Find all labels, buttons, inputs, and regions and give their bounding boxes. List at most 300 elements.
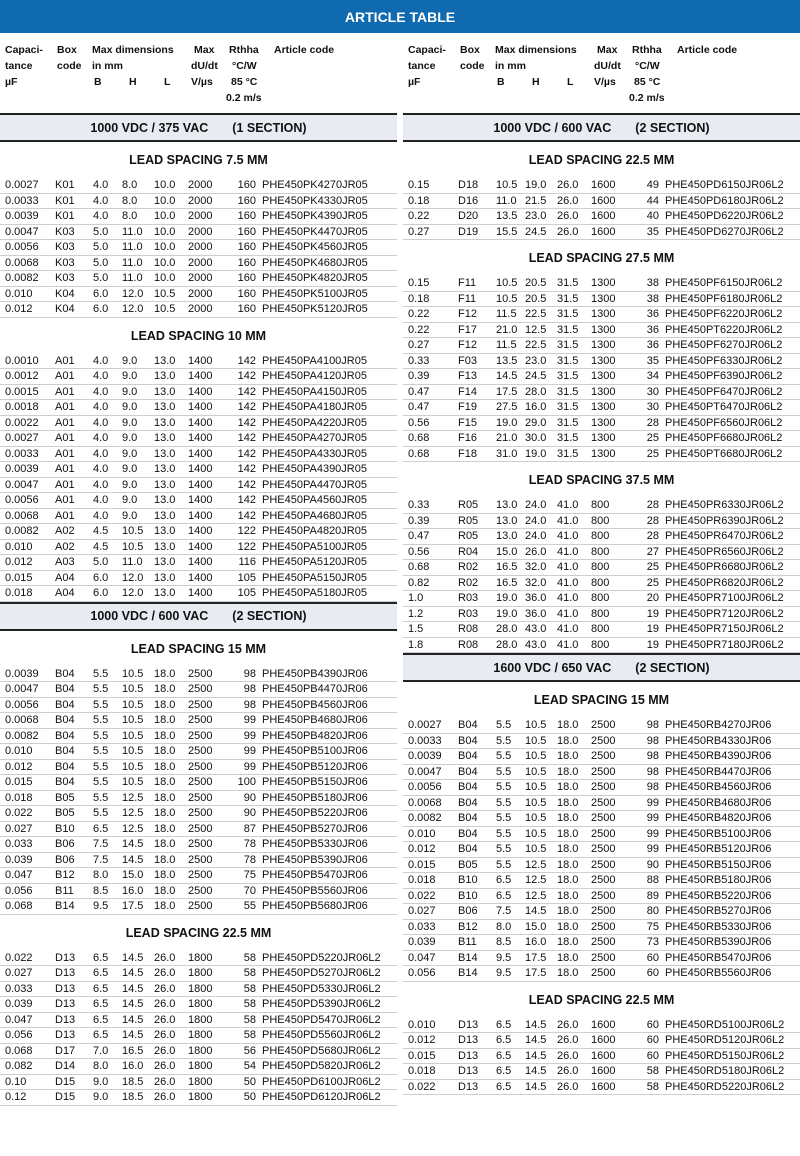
capacitance-cell: 0.033 <box>408 920 436 933</box>
box-code-cell: D13 <box>458 1049 479 1062</box>
dim-b-cell: 8.0 <box>496 920 512 933</box>
article-code-cell: PHE450PA4120JR05 <box>262 370 367 382</box>
dim-h-cell: 15.0 <box>122 869 144 881</box>
article-code-cell: PHE450PD6150JR06L2 <box>665 179 784 191</box>
table-row <box>403 591 800 607</box>
box-code-cell: K01 <box>55 210 75 222</box>
table-row <box>0 302 397 318</box>
box-code-cell: B04 <box>458 750 478 762</box>
dim-l-cell: 41.0 <box>557 545 579 558</box>
dudt-cell: 1400 <box>188 494 213 506</box>
box-code-cell: D13 <box>458 1065 479 1077</box>
dim-h-cell: 14.5 <box>525 1049 547 1062</box>
dudt-cell: 1800 <box>188 998 213 1010</box>
rthha-cell: 99 <box>646 812 659 824</box>
dim-b-cell: 5.5 <box>496 719 512 731</box>
rthha-cell: 90 <box>243 791 256 804</box>
dim-b-cell: 6.5 <box>93 998 109 1010</box>
dim-l-cell: 18.0 <box>154 869 176 881</box>
rthha-cell: 19 <box>646 607 659 620</box>
table-row <box>0 555 397 571</box>
table-row <box>403 765 800 781</box>
dim-h-cell: 24.0 <box>525 499 547 511</box>
dim-b-cell: 8.5 <box>93 884 109 897</box>
section-count: (2 SECTION) <box>232 609 307 623</box>
dudt-cell: 2500 <box>188 745 213 757</box>
table-row <box>403 718 800 734</box>
capacitance-cell: 0.0068 <box>5 509 39 522</box>
left-column <box>0 33 397 1106</box>
dim-l-cell: 13.0 <box>154 447 176 460</box>
article-code-cell: PHE450PA4330JR05 <box>262 447 367 460</box>
article-code-cell: PHE450PF6680JR06L2 <box>665 432 783 444</box>
dim-b-cell: 6.5 <box>93 982 109 995</box>
dim-h-cell: 16.0 <box>525 401 547 413</box>
dudt-cell: 1300 <box>591 370 616 382</box>
rthha-cell: 58 <box>243 967 256 979</box>
dudt-cell: 1600 <box>591 1034 616 1046</box>
dim-l-cell: 13.0 <box>154 494 176 506</box>
rthha-cell: 105 <box>237 571 256 584</box>
dim-b-cell: 10.5 <box>496 292 518 305</box>
dim-l-cell: 13.0 <box>154 571 176 584</box>
table-row <box>0 447 397 463</box>
rthha-cell: 142 <box>237 478 256 491</box>
dim-b-cell: 13.5 <box>496 210 518 222</box>
dim-h-cell: 17.5 <box>525 951 547 964</box>
box-code-cell: D13 <box>55 967 76 979</box>
dudt-cell: 1600 <box>591 179 616 191</box>
box-code-cell: A01 <box>55 416 75 429</box>
capacitance-cell: 1.5 <box>408 623 424 635</box>
dim-b-cell: 13.0 <box>496 530 518 542</box>
dudt-cell: 1600 <box>591 1065 616 1077</box>
dim-b-cell: 6.5 <box>496 889 512 902</box>
article-code-cell: PHE450RB5150JR06 <box>665 858 772 871</box>
section-voltage: 1000 VDC / 600 VAC <box>493 120 612 135</box>
dim-h-cell: 14.5 <box>122 967 144 979</box>
rthha-cell: 40 <box>646 210 659 222</box>
box-code-cell: F12 <box>458 339 477 351</box>
dim-l-cell: 26.0 <box>154 1044 176 1057</box>
section-voltage: 1000 VDC / 600 VAC <box>90 609 209 623</box>
capacitance-cell: 0.0068 <box>408 796 442 809</box>
capacitance-cell: 0.39 <box>408 514 430 527</box>
dim-l-cell: 26.0 <box>154 1029 176 1041</box>
rthha-cell: 58 <box>243 1029 256 1041</box>
dudt-cell: 1800 <box>188 1091 213 1103</box>
box-code-cell: D13 <box>55 998 76 1010</box>
article-code-cell: PHE450PD5560JR06L2 <box>262 1029 381 1041</box>
box-code-cell: F11 <box>458 292 477 305</box>
article-code-cell: PHE450PF6220JR06L2 <box>665 308 783 320</box>
dim-b-cell: 4.0 <box>93 494 109 506</box>
box-code-cell: F12 <box>458 308 477 320</box>
dudt-cell: 1300 <box>591 354 616 367</box>
dim-l-cell: 18.0 <box>154 838 176 850</box>
dudt-cell: 2500 <box>591 719 616 731</box>
dudt-cell: 2500 <box>188 729 213 742</box>
dudt-cell: 2000 <box>188 210 213 222</box>
max-dimensions-unit: in mm <box>495 60 526 72</box>
dim-l-cell: 18.0 <box>557 765 579 778</box>
dudt-cell: 1800 <box>188 951 213 964</box>
dim-l-cell: 31.5 <box>557 292 579 305</box>
table-row <box>403 560 800 576</box>
dim-b-cell: 5.5 <box>93 791 109 804</box>
dim-l-cell: 18.0 <box>557 812 579 824</box>
dudt-cell: 2500 <box>188 807 213 819</box>
dim-h-cell: 14.5 <box>525 1065 547 1077</box>
box-code-cell: R04 <box>458 545 479 558</box>
dim-h-cell: 43.0 <box>525 638 547 651</box>
article-code-cell: PHE450RB5470JR06 <box>665 951 772 964</box>
rthha-cell: 35 <box>646 225 659 238</box>
capacitance-cell: 0.68 <box>408 432 430 444</box>
rthha-cell: 80 <box>646 905 659 917</box>
dim-l-cell: 18.0 <box>154 760 176 773</box>
dudt-cell: 1400 <box>188 354 213 367</box>
box-code-cell: B04 <box>55 776 75 788</box>
dim-b-cell: 5.5 <box>496 827 512 840</box>
dim-l-cell: 26.0 <box>557 225 579 238</box>
rthha-cell: 75 <box>646 920 659 933</box>
rthha-cell: 55 <box>243 900 256 912</box>
dim-l-cell: 26.0 <box>154 1075 176 1088</box>
capacitance-cell: 0.0027 <box>5 432 39 444</box>
article-code-cell: PHE450PB5680JR06 <box>262 900 368 912</box>
capacitance-cell: 0.27 <box>408 225 430 238</box>
lead-spacing-heading: LEAD SPACING 22.5 MM <box>528 153 675 167</box>
table-row <box>403 607 800 623</box>
box-code-cell: B06 <box>55 838 75 850</box>
rthha-cell: 25 <box>646 432 659 444</box>
box-code-cell: F16 <box>458 432 477 444</box>
box-code-cell: B14 <box>458 967 478 979</box>
dudt-cell: 800 <box>591 561 610 573</box>
dim-h-cell: 10.5 <box>525 781 547 793</box>
dim-l-cell: 18.0 <box>154 714 176 726</box>
capacitance-cell: 0.18 <box>408 292 430 305</box>
dudt-header-unit: V/µs <box>191 76 213 88</box>
dim-b-cell: 5.0 <box>93 272 109 284</box>
dim-h-cell: 10.5 <box>122 540 144 553</box>
article-code-cell: PHE450PT6220JR06L2 <box>665 323 783 336</box>
rthha-cell: 99 <box>646 796 659 809</box>
dim-l-cell: 18.0 <box>154 900 176 912</box>
box-code-cell: R05 <box>458 514 479 527</box>
capacitance-cell: 0.47 <box>408 385 430 398</box>
dim-h-cell: 12.0 <box>122 303 144 315</box>
dim-b-cell: 16.5 <box>496 561 518 573</box>
article-code-cell: PHE450PA4180JR05 <box>262 401 367 413</box>
rthha-cell: 160 <box>237 194 256 207</box>
box-code-cell: F03 <box>458 354 477 367</box>
dim-l-cell: 18.0 <box>154 884 176 897</box>
capacitance-cell: 0.027 <box>408 905 436 917</box>
dim-b-cell: 5.5 <box>93 729 109 742</box>
capacitance-cell: 0.068 <box>5 900 33 912</box>
capacitance-cell: 0.0056 <box>408 781 442 793</box>
article-code-cell: PHE450PR7120JR06L2 <box>665 607 784 620</box>
article-code-cell: PHE450RD5100JR06L2 <box>665 1018 785 1031</box>
box-code-cell: A01 <box>55 494 75 506</box>
capacitance-cell: 0.0033 <box>408 734 442 747</box>
dim-b-cell: 9.5 <box>496 951 512 964</box>
table-row <box>0 1028 397 1044</box>
box-code-cell: B14 <box>55 900 75 912</box>
dim-b-cell: 4.0 <box>93 354 109 367</box>
dim-b-cell: 5.5 <box>93 714 109 726</box>
table-row <box>0 287 397 303</box>
article-code-cell: PHE450PA4100JR05 <box>262 354 367 367</box>
capacitance-cell: 0.0047 <box>5 478 39 491</box>
dim-l-cell: 13.0 <box>154 370 176 382</box>
article-code-cell: PHE450PA5150JR05 <box>262 571 367 584</box>
dudt-cell: 2500 <box>188 698 213 711</box>
dim-h-cell: 10.5 <box>525 796 547 809</box>
rthha-cell: 34 <box>646 370 659 382</box>
box-code-cell: K03 <box>55 272 75 284</box>
article-code-cell: PHE450RB5100JR06 <box>665 827 772 840</box>
dim-h-cell: 10.5 <box>525 827 547 840</box>
table-row <box>403 920 800 936</box>
lead-spacing-heading: LEAD SPACING 27.5 MM <box>528 251 675 265</box>
dim-b-cell: 5.0 <box>93 256 109 269</box>
capacitance-cell: 0.056 <box>5 884 33 897</box>
dim-h-cell: 14.5 <box>525 905 547 917</box>
table-row <box>403 858 800 874</box>
dim-b-cell: 6.5 <box>93 822 109 835</box>
capacitance-cell: 0.022 <box>5 807 33 819</box>
left-table-body <box>0 113 397 1106</box>
box-code-cell: D13 <box>55 1013 76 1026</box>
dim-h-cell: 10.5 <box>525 734 547 747</box>
dim-b-cell: 4.0 <box>93 447 109 460</box>
capacitance-cell: 0.0068 <box>5 714 39 726</box>
dim-h-cell: 9.0 <box>122 463 138 475</box>
dim-b-cell: 5.0 <box>93 225 109 238</box>
article-code-cell: PHE450PA5180JR05 <box>262 587 367 599</box>
table-row <box>0 431 397 447</box>
dudt-cell: 1400 <box>188 478 213 491</box>
table-row <box>403 338 800 354</box>
rthha-cell: 160 <box>237 303 256 315</box>
dim-b-cell: 31.0 <box>496 447 518 460</box>
dudt-cell: 1600 <box>591 1049 616 1062</box>
box-code-cell: A01 <box>55 432 75 444</box>
box-code-cell: A01 <box>55 509 75 522</box>
box-code-cell: A02 <box>55 525 75 537</box>
article-code-cell: PHE450RB4470JR06 <box>665 765 772 778</box>
dim-l-cell: 18.0 <box>557 827 579 840</box>
dim-l-cell: 18.0 <box>154 791 176 804</box>
table-row <box>0 509 397 525</box>
article-code-cell: PHE450PA4270JR05 <box>262 432 367 444</box>
box-code-cell: D15 <box>55 1075 76 1088</box>
dudt-cell: 2500 <box>591 858 616 871</box>
rthha-header-3: 85 °C <box>634 76 661 88</box>
rthha-cell: 19 <box>646 623 659 635</box>
dim-h-cell: 12.5 <box>122 807 144 819</box>
rthha-cell: 27 <box>646 545 659 558</box>
table-row <box>403 431 800 447</box>
article-code-cell: PHE450PK4820JR05 <box>262 272 368 284</box>
table-row <box>403 369 800 385</box>
capacitance-cell: 0.010 <box>408 827 436 840</box>
max-dimensions-header: Max dimensions <box>92 44 174 56</box>
box-code-cell: B10 <box>55 822 75 835</box>
dim-b-cell: 4.5 <box>93 540 109 553</box>
article-code-cell: PHE450PA5100JR05 <box>262 540 367 553</box>
box-code-header-1: Box <box>460 44 480 56</box>
dim-h-cell: 10.5 <box>122 729 144 742</box>
dim-h-header: H <box>129 76 137 88</box>
article-code-cell: PHE450PB4820JR06 <box>262 729 368 742</box>
dim-b-cell: 4.0 <box>93 179 109 191</box>
dudt-cell: 800 <box>591 638 610 651</box>
box-code-cell: R02 <box>458 561 479 573</box>
article-code-cell: PHE450PB5470JR06 <box>262 869 368 881</box>
article-code-cell: PHE450PB4680JR06 <box>262 714 368 726</box>
capacitance-cell: 0.0047 <box>408 765 442 778</box>
box-code-cell: D19 <box>458 225 479 238</box>
dim-b-cell: 17.5 <box>496 385 518 398</box>
dim-h-cell: 11.0 <box>122 556 143 568</box>
dim-l-cell: 41.0 <box>557 576 579 589</box>
capacitance-cell: 0.12 <box>5 1091 27 1103</box>
rthha-header-3: 85 °C <box>231 76 258 88</box>
rthha-cell: 90 <box>243 807 256 819</box>
box-code-header-2: code <box>460 60 485 72</box>
dudt-header-2: dU/dt <box>594 60 621 72</box>
voltage-section-header <box>403 653 800 682</box>
dudt-cell: 2500 <box>591 905 616 917</box>
box-code-cell: R05 <box>458 499 479 511</box>
capacitance-cell: 0.027 <box>5 967 33 979</box>
dudt-cell: 1400 <box>188 509 213 522</box>
dudt-cell: 2500 <box>591 765 616 778</box>
article-code-cell: PHE450PK4270JR05 <box>262 179 368 191</box>
dim-h-cell: 16.0 <box>122 1060 144 1072</box>
article-code-cell: PHE450RB5120JR06 <box>665 843 772 855</box>
article-code-cell: PHE450PR6560JR06L2 <box>665 545 784 558</box>
dim-l-cell: 31.5 <box>557 385 579 398</box>
dim-h-cell: 10.5 <box>122 698 144 711</box>
table-row <box>0 868 397 884</box>
table-row <box>403 638 800 654</box>
dudt-cell: 1400 <box>188 416 213 429</box>
dim-h-cell: 9.0 <box>122 509 138 522</box>
rthha-cell: 36 <box>646 323 659 336</box>
article-code-cell: PHE450PK4560JR05 <box>262 241 368 253</box>
dim-h-cell: 22.5 <box>525 339 547 351</box>
table-row <box>403 873 800 889</box>
capacitance-cell: 0.015 <box>5 571 33 584</box>
rthha-cell: 142 <box>237 509 256 522</box>
dim-h-cell: 11.0 <box>122 272 143 284</box>
dim-h-cell: 32.0 <box>525 561 547 573</box>
dudt-cell: 2500 <box>188 838 213 850</box>
dim-h-cell: 24.0 <box>525 514 547 527</box>
capacitance-cell: 0.047 <box>5 1013 33 1026</box>
dim-b-cell: 13.0 <box>496 514 518 527</box>
table-row <box>403 514 800 530</box>
article-code-cell: PHE450PR7150JR06L2 <box>665 623 784 635</box>
table-row <box>403 904 800 920</box>
section-count: (2 SECTION) <box>635 660 710 675</box>
dim-b-cell: 4.0 <box>93 463 109 475</box>
dim-b-cell: 10.5 <box>496 179 518 191</box>
rthha-header-4: 0.2 m/s <box>226 92 262 104</box>
dim-b-cell: 15.5 <box>496 225 518 238</box>
dim-h-cell: 11.0 <box>122 225 143 238</box>
box-code-cell: F15 <box>458 416 477 429</box>
article-code-cell: PHE450PF6390JR06L2 <box>665 370 783 382</box>
table-row <box>403 385 800 401</box>
capacitance-cell: 0.15 <box>408 179 430 191</box>
table-row <box>403 951 800 967</box>
article-code-cell: PHE450PA4820JR05 <box>262 525 367 537</box>
capacitance-cell: 0.033 <box>5 838 33 850</box>
dudt-cell: 2500 <box>591 889 616 902</box>
table-row <box>403 447 800 463</box>
table-row <box>0 209 397 225</box>
dim-l-cell: 18.0 <box>557 719 579 731</box>
box-code-cell: R02 <box>458 576 479 589</box>
dim-h-cell: 29.0 <box>525 416 547 429</box>
article-code-cell: PHE450PF6560JR06L2 <box>665 416 783 429</box>
box-code-cell: B10 <box>458 874 478 886</box>
capacitance-cell: 0.0082 <box>5 729 39 742</box>
dudt-cell: 1400 <box>188 370 213 382</box>
table-row <box>0 194 397 210</box>
capacitance-cell: 0.0018 <box>5 401 39 413</box>
rthha-cell: 28 <box>646 530 659 542</box>
capacitance-cell: 0.010 <box>5 287 33 300</box>
dudt-cell: 800 <box>591 514 610 527</box>
rthha-cell: 54 <box>243 1060 256 1072</box>
box-code-cell: B11 <box>458 936 477 948</box>
dim-b-cell: 5.5 <box>496 843 512 855</box>
capacitance-cell: 0.015 <box>408 1049 436 1062</box>
box-code-cell: B04 <box>55 745 75 757</box>
rthha-cell: 160 <box>237 272 256 284</box>
capacitance-cell: 0.82 <box>408 576 430 589</box>
rthha-cell: 87 <box>243 822 256 835</box>
table-row <box>0 225 397 241</box>
table-row <box>0 416 397 432</box>
box-code-cell: A04 <box>55 587 75 599</box>
dim-h-cell: 22.5 <box>525 308 547 320</box>
capacitance-cell: 0.39 <box>408 370 430 382</box>
voltage-section-header <box>0 113 397 142</box>
capacitance-cell: 1.2 <box>408 607 424 620</box>
rthha-cell: 78 <box>243 853 256 866</box>
article-code-cell: PHE450PA4150JR05 <box>262 385 367 398</box>
dim-l-cell: 18.0 <box>557 843 579 855</box>
capacitance-cell: 0.0068 <box>5 256 39 269</box>
table-row <box>0 385 397 401</box>
dim-h-cell: 11.0 <box>122 241 143 253</box>
dudt-cell: 800 <box>591 607 610 620</box>
rthha-cell: 60 <box>646 1034 659 1046</box>
box-code-cell: R03 <box>458 607 479 620</box>
capacitance-cell: 0.018 <box>5 587 33 599</box>
rthha-cell: 98 <box>243 698 256 711</box>
dim-h-cell: 30.0 <box>525 432 547 444</box>
dim-l-cell: 10.0 <box>154 256 176 269</box>
